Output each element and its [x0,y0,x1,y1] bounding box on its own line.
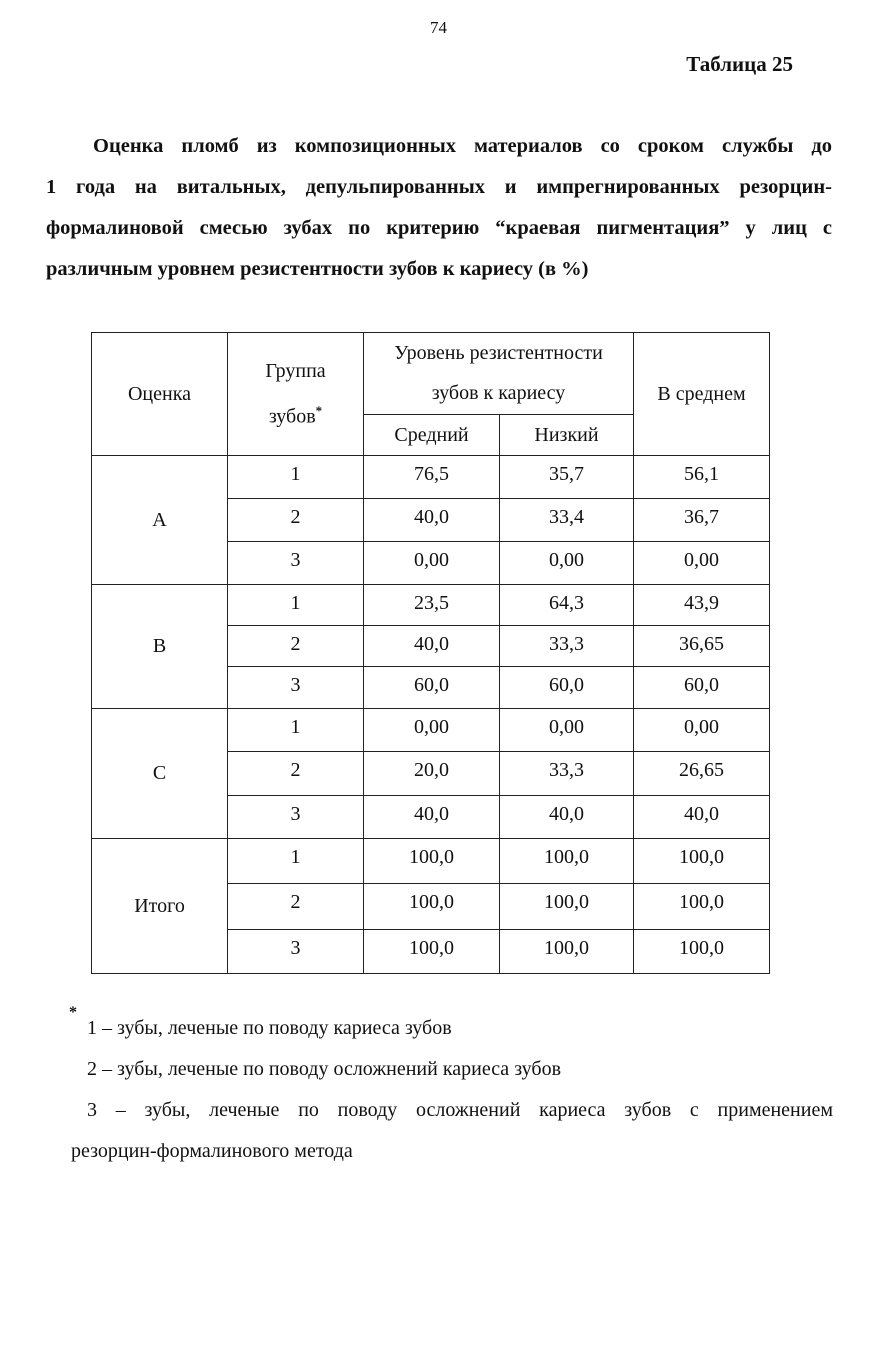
group-cell: 3 [228,542,364,585]
group-cell: 3 [228,796,364,839]
medium-cell: 0,00 [364,542,500,585]
average-cell: 56,1 [634,456,770,499]
header-resistance-level [364,333,634,415]
medium-cell: 60,0 [364,667,500,709]
average-cell: 43,9 [634,585,770,626]
average-cell: 60,0 [634,667,770,709]
footnote-line: 3 – зубы, леченые по поводу осложнений кариеса зубов с применением [87,1099,833,1121]
average-cell: 100,0 [634,884,770,930]
header-group-line: Группа [265,360,326,383]
group-cell: 2 [228,752,364,796]
header-resistance-line: зубов к кариесу [431,382,566,404]
medium-cell: 0,00 [364,709,500,752]
header-group-word: зубов [268,405,316,428]
footnote-line: резорцин-формалинового метода [71,1140,353,1162]
header-group-line [228,391,363,437]
table-label: Таблица 25 [686,52,793,76]
low-cell: 0,00 [500,542,634,585]
header-resistance-line: Уровень резистентности [394,342,603,364]
low-cell: 0,00 [500,709,634,752]
medium-cell: 20,0 [364,752,500,796]
table-caption [46,126,832,290]
group-cell: 3 [228,930,364,974]
caption-line: 1 года на витальных, депульпированных и импрегнированных резорцин- [46,176,832,198]
group-cell: 1 [228,709,364,752]
low-cell: 35,7 [500,456,634,499]
group-cell: 2 [228,884,364,930]
average-cell: 100,0 [634,839,770,884]
table-row [92,585,770,626]
average-cell: 36,7 [634,499,770,542]
group-cell: 2 [228,499,364,542]
caption-line: Оценка пломб из композиционных материалов со сроком службы до [93,135,832,157]
low-cell: 64,3 [500,585,634,626]
group-cell: 3 [228,667,364,709]
score-cell: Итого [92,839,228,974]
caption-line: различным уровнем резистентности зубов к кариесу (в %) [46,258,589,280]
average-cell: 26,65 [634,752,770,796]
low-cell: 100,0 [500,930,634,974]
medium-cell: 40,0 [364,796,500,839]
average-cell: 100,0 [634,930,770,974]
group-cell: 2 [228,626,364,667]
average-cell: 36,65 [634,626,770,667]
average-cell: 40,0 [634,796,770,839]
low-cell: 60,0 [500,667,634,709]
footnote-mark: * [69,1004,77,1021]
group-cell: 1 [228,585,364,626]
medium-cell: 100,0 [364,839,500,884]
score-cell: C [92,709,228,839]
score-cell: A [92,456,228,585]
medium-cell: 40,0 [364,499,500,542]
footnote-line: 2 – зубы, леченые по поводу осложнений кариеса зубов [87,1058,562,1080]
low-cell: 100,0 [500,839,634,884]
group-cell: 1 [228,456,364,499]
results-table [91,332,770,974]
header-medium: Средний [364,415,500,456]
medium-cell: 23,5 [364,585,500,626]
footnote-mark: * [315,403,323,419]
low-cell: 33,3 [500,752,634,796]
group-cell: 1 [228,839,364,884]
table-row [92,456,770,499]
medium-cell: 76,5 [364,456,500,499]
table-row [92,709,770,752]
score-cell: B [92,585,228,709]
header-low: Низкий [500,415,634,456]
medium-cell: 100,0 [364,930,500,974]
caption-line: формалиновой смесью зубах по критерию “краевая пигментация” у лиц с [46,217,832,239]
medium-cell: 100,0 [364,884,500,930]
average-cell: 0,00 [634,709,770,752]
header-average: В среднем [634,333,770,456]
page-number: 74 [430,18,447,37]
footnote-line: 1 – зубы, леченые по поводу кариеса зубов [87,1017,452,1039]
header-score: Оценка [92,333,228,456]
table-footnotes [69,1004,833,1172]
medium-cell: 40,0 [364,626,500,667]
average-cell: 0,00 [634,542,770,585]
low-cell: 100,0 [500,884,634,930]
header-tooth-group [228,333,364,456]
low-cell: 40,0 [500,796,634,839]
low-cell: 33,4 [500,499,634,542]
table-row [92,839,770,884]
low-cell: 33,3 [500,626,634,667]
